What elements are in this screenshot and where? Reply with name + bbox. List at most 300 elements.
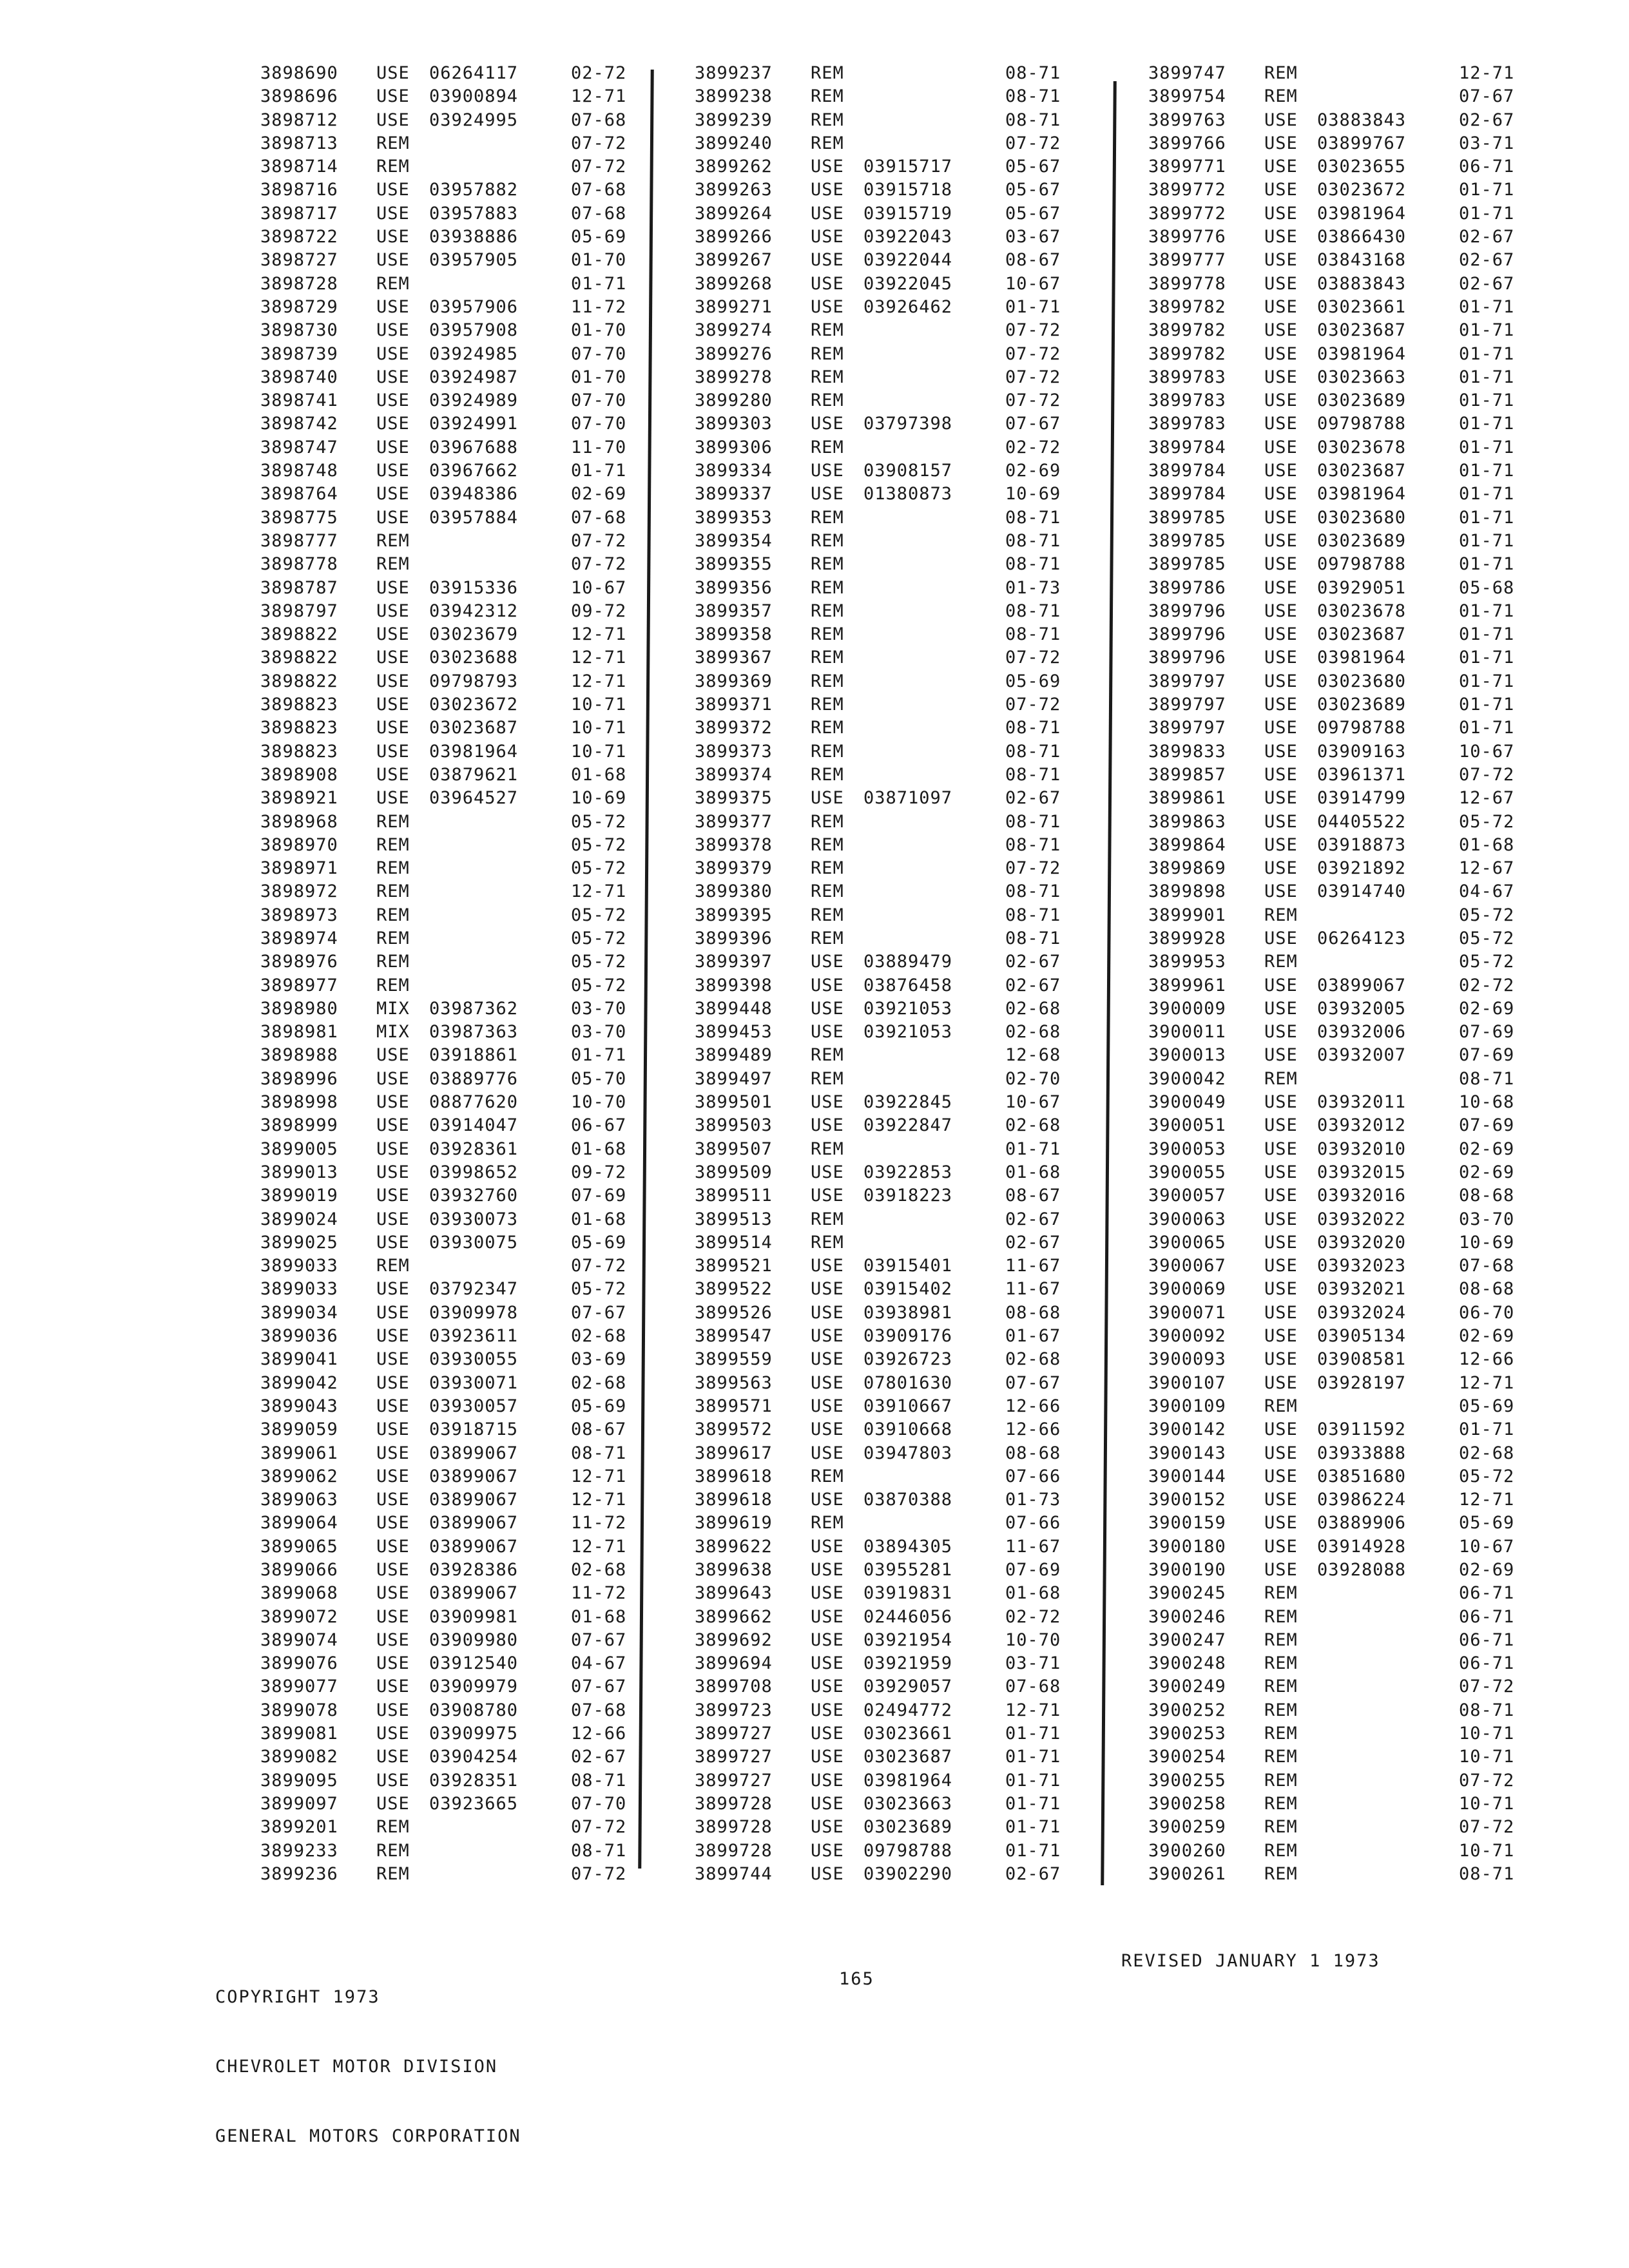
part-number: 3900248 xyxy=(1148,1653,1226,1674)
date-code: 12-66 xyxy=(571,1724,627,1744)
date-code: 02-69 xyxy=(1459,1139,1515,1159)
date-code: 12-71 xyxy=(571,1466,627,1486)
list-item xyxy=(1148,178,1530,202)
date-code: 01-71 xyxy=(1459,601,1515,621)
list-item xyxy=(1148,366,1530,389)
replacement-number: 03928351 xyxy=(429,1770,519,1791)
date-code: 01-71 xyxy=(1005,1840,1061,1861)
replacement-number: 03915402 xyxy=(863,1279,953,1300)
action-code: USE xyxy=(376,1513,410,1533)
list-item xyxy=(1148,693,1530,716)
action-code: USE xyxy=(376,695,410,715)
action-code: USE xyxy=(1264,227,1298,247)
part-number: 3900152 xyxy=(1148,1490,1226,1510)
date-code: 07-72 xyxy=(1005,343,1061,364)
list-item xyxy=(1148,132,1530,155)
replacement-number: 03023661 xyxy=(1317,296,1407,317)
list-item xyxy=(260,1302,642,1325)
action-code: USE xyxy=(811,1770,844,1791)
action-code: USE xyxy=(376,1115,410,1136)
list-item xyxy=(695,1559,1076,1582)
list-item xyxy=(260,1325,642,1348)
date-code: 01-68 xyxy=(571,1139,627,1159)
part-number: 3900057 xyxy=(1148,1186,1226,1206)
date-code: 08-71 xyxy=(1005,110,1061,130)
date-code: 01-68 xyxy=(1005,1583,1061,1604)
list-item xyxy=(1148,1021,1530,1044)
date-code: 08-71 xyxy=(1005,624,1061,645)
date-code: 08-71 xyxy=(1459,1068,1515,1089)
list-item xyxy=(1148,1559,1530,1582)
action-code: REM xyxy=(376,905,410,925)
action-code: USE xyxy=(811,1583,844,1604)
list-item xyxy=(1148,1465,1530,1488)
part-number: 3899240 xyxy=(695,133,773,153)
part-number: 3899783 xyxy=(1148,367,1226,387)
list-item xyxy=(695,1535,1076,1559)
action-code: USE xyxy=(1264,1349,1298,1370)
part-number: 3899033 xyxy=(260,1256,338,1276)
action-code: USE xyxy=(376,180,410,200)
list-item xyxy=(260,1863,642,1886)
date-code: 07-66 xyxy=(1005,1513,1061,1533)
date-code: 12-71 xyxy=(1459,1372,1515,1393)
part-number: 3898716 xyxy=(260,180,338,200)
action-code: USE xyxy=(811,1536,844,1557)
action-code: USE xyxy=(376,1747,410,1767)
replacement-number: 03915719 xyxy=(863,203,953,224)
part-number: 3899041 xyxy=(260,1349,338,1370)
part-number: 3899728 xyxy=(695,1840,773,1861)
part-number: 3899901 xyxy=(1148,905,1226,925)
list-item xyxy=(260,1231,642,1254)
part-number: 3898764 xyxy=(260,484,338,505)
action-code: USE xyxy=(376,437,410,457)
part-number: 3899064 xyxy=(260,1513,338,1533)
list-item xyxy=(260,85,642,108)
list-item xyxy=(695,950,1076,974)
replacement-number: 03899067 xyxy=(429,1443,519,1463)
date-code: 11-67 xyxy=(1005,1256,1061,1276)
date-code: 10-70 xyxy=(1005,1629,1061,1650)
part-number: 3899267 xyxy=(695,250,773,271)
replacement-number: 03910667 xyxy=(863,1396,953,1416)
part-number: 3900260 xyxy=(1148,1840,1226,1861)
action-code: REM xyxy=(811,86,844,107)
date-code: 02-69 xyxy=(1005,461,1061,481)
action-code: REM xyxy=(1264,1583,1298,1604)
list-item xyxy=(260,1699,642,1722)
part-number: 3899863 xyxy=(1148,811,1226,832)
list-item xyxy=(260,927,642,950)
date-code: 02-68 xyxy=(571,1560,627,1580)
list-item xyxy=(1148,1535,1530,1559)
part-number: 3898998 xyxy=(260,1092,338,1113)
action-code: USE xyxy=(811,1162,844,1182)
list-item xyxy=(695,109,1076,132)
replacement-number: 03932007 xyxy=(1317,1045,1407,1066)
replacement-number: 03909163 xyxy=(1317,741,1407,762)
part-number: 3899263 xyxy=(695,180,773,200)
action-code: USE xyxy=(811,1840,844,1861)
list-item xyxy=(260,1512,642,1535)
date-code: 05-72 xyxy=(571,834,627,855)
part-number: 3899373 xyxy=(695,741,773,762)
action-code: USE xyxy=(376,250,410,271)
part-number: 3898729 xyxy=(260,296,338,317)
date-code: 08-71 xyxy=(1005,905,1061,925)
list-item xyxy=(260,670,642,693)
replacement-number: 03932006 xyxy=(1317,1022,1407,1043)
date-code: 05-69 xyxy=(571,227,627,247)
part-number: 3899783 xyxy=(1148,414,1226,434)
date-code: 07-70 xyxy=(571,1793,627,1814)
part-number: 3900009 xyxy=(1148,998,1226,1019)
list-item xyxy=(1148,1840,1530,1863)
list-item xyxy=(260,904,642,927)
part-number: 3899513 xyxy=(695,1209,773,1229)
date-code: 10-67 xyxy=(1459,741,1515,762)
replacement-number: 03981964 xyxy=(863,1770,953,1791)
list-item xyxy=(695,343,1076,366)
list-item xyxy=(695,811,1076,834)
date-code: 07-72 xyxy=(571,1863,627,1884)
action-code: USE xyxy=(376,577,410,598)
list-item xyxy=(695,1068,1076,1091)
action-code: USE xyxy=(1264,157,1298,177)
list-item xyxy=(695,132,1076,155)
date-code: 05-69 xyxy=(1459,1396,1515,1416)
date-code: 01-71 xyxy=(1459,180,1515,200)
date-code: 02-67 xyxy=(1005,1209,1061,1229)
list-item xyxy=(1148,483,1530,506)
part-number: 3899784 xyxy=(1148,461,1226,481)
part-number: 3899571 xyxy=(695,1396,773,1416)
list-item xyxy=(260,974,642,997)
list-item xyxy=(260,366,642,389)
action-code: USE xyxy=(1264,296,1298,317)
date-code: 04-67 xyxy=(1459,881,1515,902)
replacement-number: 03981964 xyxy=(1317,648,1407,668)
date-code: 06-71 xyxy=(1459,1606,1515,1627)
date-code: 12-71 xyxy=(571,671,627,691)
list-item xyxy=(260,787,642,810)
list-item xyxy=(695,1840,1076,1863)
replacement-number: 03998652 xyxy=(429,1162,519,1182)
replacement-number: 03928088 xyxy=(1317,1560,1407,1580)
action-code: USE xyxy=(1264,1443,1298,1463)
date-code: 01-71 xyxy=(1459,648,1515,668)
action-code: REM xyxy=(376,881,410,902)
list-item xyxy=(1148,1699,1530,1722)
replacement-number: 03932016 xyxy=(1317,1186,1407,1206)
list-item xyxy=(695,974,1076,997)
action-code: REM xyxy=(1264,1606,1298,1627)
replacement-number: 03932012 xyxy=(1317,1115,1407,1136)
part-number: 3899777 xyxy=(1148,250,1226,271)
part-number: 3899337 xyxy=(695,484,773,505)
action-code: USE xyxy=(1264,764,1298,785)
list-item xyxy=(695,85,1076,108)
action-code: USE xyxy=(811,998,844,1019)
part-number: 3899782 xyxy=(1148,320,1226,341)
replacement-number: 03921053 xyxy=(863,998,953,1019)
list-item xyxy=(695,1745,1076,1769)
action-code: REM xyxy=(811,507,844,528)
list-item xyxy=(695,1769,1076,1792)
action-code: REM xyxy=(1264,1724,1298,1744)
part-number: 3898976 xyxy=(260,952,338,972)
part-number: 3899772 xyxy=(1148,203,1226,224)
replacement-number: 03023672 xyxy=(429,695,519,715)
list-item xyxy=(1148,459,1530,483)
date-code: 08-71 xyxy=(1459,1863,1515,1884)
part-number: 3899068 xyxy=(260,1583,338,1604)
list-item xyxy=(695,646,1076,669)
date-code: 07-69 xyxy=(1005,1560,1061,1580)
action-code: USE xyxy=(811,788,844,809)
list-item xyxy=(695,1488,1076,1512)
action-code: REM xyxy=(811,1045,844,1066)
replacement-number: 03908780 xyxy=(429,1700,519,1720)
part-number: 3898717 xyxy=(260,203,338,224)
date-code: 02-69 xyxy=(1459,1560,1515,1580)
replacement-number: 03923665 xyxy=(429,1793,519,1814)
part-number: 3899303 xyxy=(695,414,773,434)
date-code: 12-66 xyxy=(1005,1396,1061,1416)
list-item xyxy=(260,483,642,506)
action-code: USE xyxy=(1264,928,1298,948)
action-code: USE xyxy=(1264,343,1298,364)
part-number: 3900249 xyxy=(1148,1677,1226,1697)
date-code: 05-67 xyxy=(1005,203,1061,224)
action-code: USE xyxy=(811,1396,844,1416)
action-code: USE xyxy=(376,390,410,411)
action-code: USE xyxy=(1264,788,1298,809)
date-code: 02-67 xyxy=(1005,975,1061,995)
list-item xyxy=(1148,1114,1530,1137)
part-number: 3898741 xyxy=(260,390,338,411)
date-code: 12-71 xyxy=(571,1490,627,1510)
action-code: USE xyxy=(1264,1045,1298,1066)
action-code: USE xyxy=(811,1302,844,1323)
replacement-number: 03023687 xyxy=(1317,320,1407,341)
action-code: USE xyxy=(376,624,410,645)
part-number: 3899521 xyxy=(695,1256,773,1276)
list-item xyxy=(260,343,642,366)
part-number: 3899622 xyxy=(695,1536,773,1557)
action-code: REM xyxy=(811,1209,844,1229)
list-item xyxy=(260,950,642,974)
replacement-number: 03023687 xyxy=(863,1747,953,1767)
part-number: 3899019 xyxy=(260,1186,338,1206)
replacement-number: 07801630 xyxy=(863,1372,953,1393)
date-code: 07-67 xyxy=(571,1677,627,1697)
action-code: USE xyxy=(811,1022,844,1043)
date-code: 10-67 xyxy=(1459,1536,1515,1557)
replacement-number: 03023678 xyxy=(1317,601,1407,621)
date-code: 12-71 xyxy=(571,1536,627,1557)
part-number: 3899063 xyxy=(260,1490,338,1510)
action-code: REM xyxy=(376,1817,410,1838)
part-number: 3900071 xyxy=(1148,1302,1226,1323)
list-item xyxy=(695,670,1076,693)
list-item xyxy=(695,880,1076,903)
part-number: 3900063 xyxy=(1148,1209,1226,1229)
date-code: 01-70 xyxy=(571,320,627,341)
action-code: USE xyxy=(376,484,410,505)
date-code: 10-69 xyxy=(1005,484,1061,505)
action-code: USE xyxy=(1264,180,1298,200)
date-code: 07-72 xyxy=(1459,1770,1515,1791)
part-number: 3898730 xyxy=(260,320,338,341)
action-code: USE xyxy=(376,1700,410,1720)
list-item xyxy=(260,226,642,249)
action-code: USE xyxy=(376,718,410,738)
part-number: 3899236 xyxy=(260,1863,338,1884)
part-number: 3898778 xyxy=(260,554,338,575)
part-number: 3899864 xyxy=(1148,834,1226,855)
action-code: REM xyxy=(811,928,844,948)
list-item xyxy=(260,202,642,226)
part-number: 3899796 xyxy=(1148,601,1226,621)
list-item xyxy=(1148,880,1530,903)
action-code: USE xyxy=(1264,601,1298,621)
list-item xyxy=(695,553,1076,576)
action-code: REM xyxy=(811,811,844,832)
list-item xyxy=(1148,1442,1530,1465)
list-item xyxy=(695,927,1076,950)
list-item xyxy=(1148,787,1530,810)
replacement-number: 03910668 xyxy=(863,1419,953,1440)
date-code: 05-72 xyxy=(571,811,627,832)
list-item xyxy=(1148,600,1530,623)
replacement-number: 03922044 xyxy=(863,250,953,271)
replacement-number: 03909980 xyxy=(429,1629,519,1650)
date-code: 07-66 xyxy=(1005,1466,1061,1486)
date-code: 02-69 xyxy=(1459,998,1515,1019)
replacement-number: 03924991 xyxy=(429,414,519,434)
action-code: REM xyxy=(811,741,844,762)
part-number: 3899772 xyxy=(1148,180,1226,200)
action-code: USE xyxy=(811,1326,844,1347)
list-item xyxy=(260,249,642,272)
part-number: 3899563 xyxy=(695,1372,773,1393)
action-code: USE xyxy=(1264,671,1298,691)
replacement-number: 03932024 xyxy=(1317,1302,1407,1323)
action-code: USE xyxy=(1264,203,1298,224)
part-number: 3898981 xyxy=(260,1022,338,1043)
list-item xyxy=(1148,623,1530,646)
action-code: USE xyxy=(811,1677,844,1697)
part-number: 3899784 xyxy=(1148,484,1226,505)
date-code: 05-72 xyxy=(571,905,627,925)
list-item xyxy=(1148,1418,1530,1441)
action-code: USE xyxy=(1264,530,1298,551)
part-number: 3899786 xyxy=(1148,577,1226,598)
date-code: 02-72 xyxy=(1459,975,1515,995)
part-number: 3898999 xyxy=(260,1115,338,1136)
part-number: 3899033 xyxy=(260,1279,338,1300)
part-number: 3899280 xyxy=(695,390,773,411)
list-item xyxy=(1148,412,1530,436)
date-code: 01-71 xyxy=(1005,1747,1061,1767)
action-code: USE xyxy=(376,1560,410,1580)
replacement-number: 03918861 xyxy=(429,1045,519,1066)
replacement-number: 03923611 xyxy=(429,1326,519,1347)
part-number: 3898823 xyxy=(260,718,338,738)
action-code: USE xyxy=(376,1068,410,1089)
action-code: USE xyxy=(376,461,410,481)
part-number: 3898690 xyxy=(260,63,338,83)
list-item xyxy=(260,1138,642,1161)
date-code: 07-68 xyxy=(571,1700,627,1720)
part-number: 3899785 xyxy=(1148,507,1226,528)
action-code: REM xyxy=(811,624,844,645)
replacement-number: 01380873 xyxy=(863,484,953,505)
list-item xyxy=(1148,1254,1530,1278)
date-code: 01-71 xyxy=(1005,1793,1061,1814)
replacement-number: 03922845 xyxy=(863,1092,953,1113)
date-code: 10-69 xyxy=(1459,1232,1515,1253)
list-item xyxy=(1148,1278,1530,1301)
list-item xyxy=(695,1254,1076,1278)
action-code: USE xyxy=(1264,1256,1298,1276)
date-code: 12-71 xyxy=(571,648,627,668)
action-code: USE xyxy=(1264,1162,1298,1182)
part-number: 3899371 xyxy=(695,695,773,715)
list-item xyxy=(695,1606,1076,1629)
list-item xyxy=(260,1606,642,1629)
part-number: 3899072 xyxy=(260,1606,338,1627)
list-item xyxy=(1148,1372,1530,1395)
action-code: USE xyxy=(1264,1209,1298,1229)
part-number: 3899034 xyxy=(260,1302,338,1323)
list-item xyxy=(695,857,1076,880)
part-number: 3899453 xyxy=(695,1022,773,1043)
list-item xyxy=(1148,1816,1530,1839)
date-code: 01-71 xyxy=(571,1045,627,1066)
list-item xyxy=(260,389,642,412)
action-code: REM xyxy=(811,1068,844,1089)
replacement-number: 03921892 xyxy=(1317,858,1407,879)
list-item xyxy=(695,319,1076,342)
part-number: 3898739 xyxy=(260,343,338,364)
list-item xyxy=(1148,389,1530,412)
list-item xyxy=(695,1722,1076,1745)
action-code: USE xyxy=(1264,1022,1298,1043)
date-code: 12-67 xyxy=(1459,788,1515,809)
date-code: 12-71 xyxy=(571,881,627,902)
action-code: USE xyxy=(376,1793,410,1814)
date-code: 11-70 xyxy=(571,437,627,457)
part-number: 3899869 xyxy=(1148,858,1226,879)
replacement-number: 03987363 xyxy=(429,1022,519,1043)
date-code: 07-69 xyxy=(1459,1022,1515,1043)
action-code: USE xyxy=(376,414,410,434)
action-code: REM xyxy=(1264,1840,1298,1861)
date-code: 02-72 xyxy=(571,63,627,83)
replacement-number: 03843168 xyxy=(1317,250,1407,271)
action-code: REM xyxy=(1264,952,1298,972)
part-number: 3900247 xyxy=(1148,1629,1226,1650)
replacement-number: 02446056 xyxy=(863,1606,953,1627)
date-code: 05-72 xyxy=(571,952,627,972)
date-code: 10-70 xyxy=(571,1092,627,1113)
part-number: 3899522 xyxy=(695,1279,773,1300)
replacement-number: 03922045 xyxy=(863,273,953,294)
replacement-number: 03023689 xyxy=(863,1817,953,1838)
